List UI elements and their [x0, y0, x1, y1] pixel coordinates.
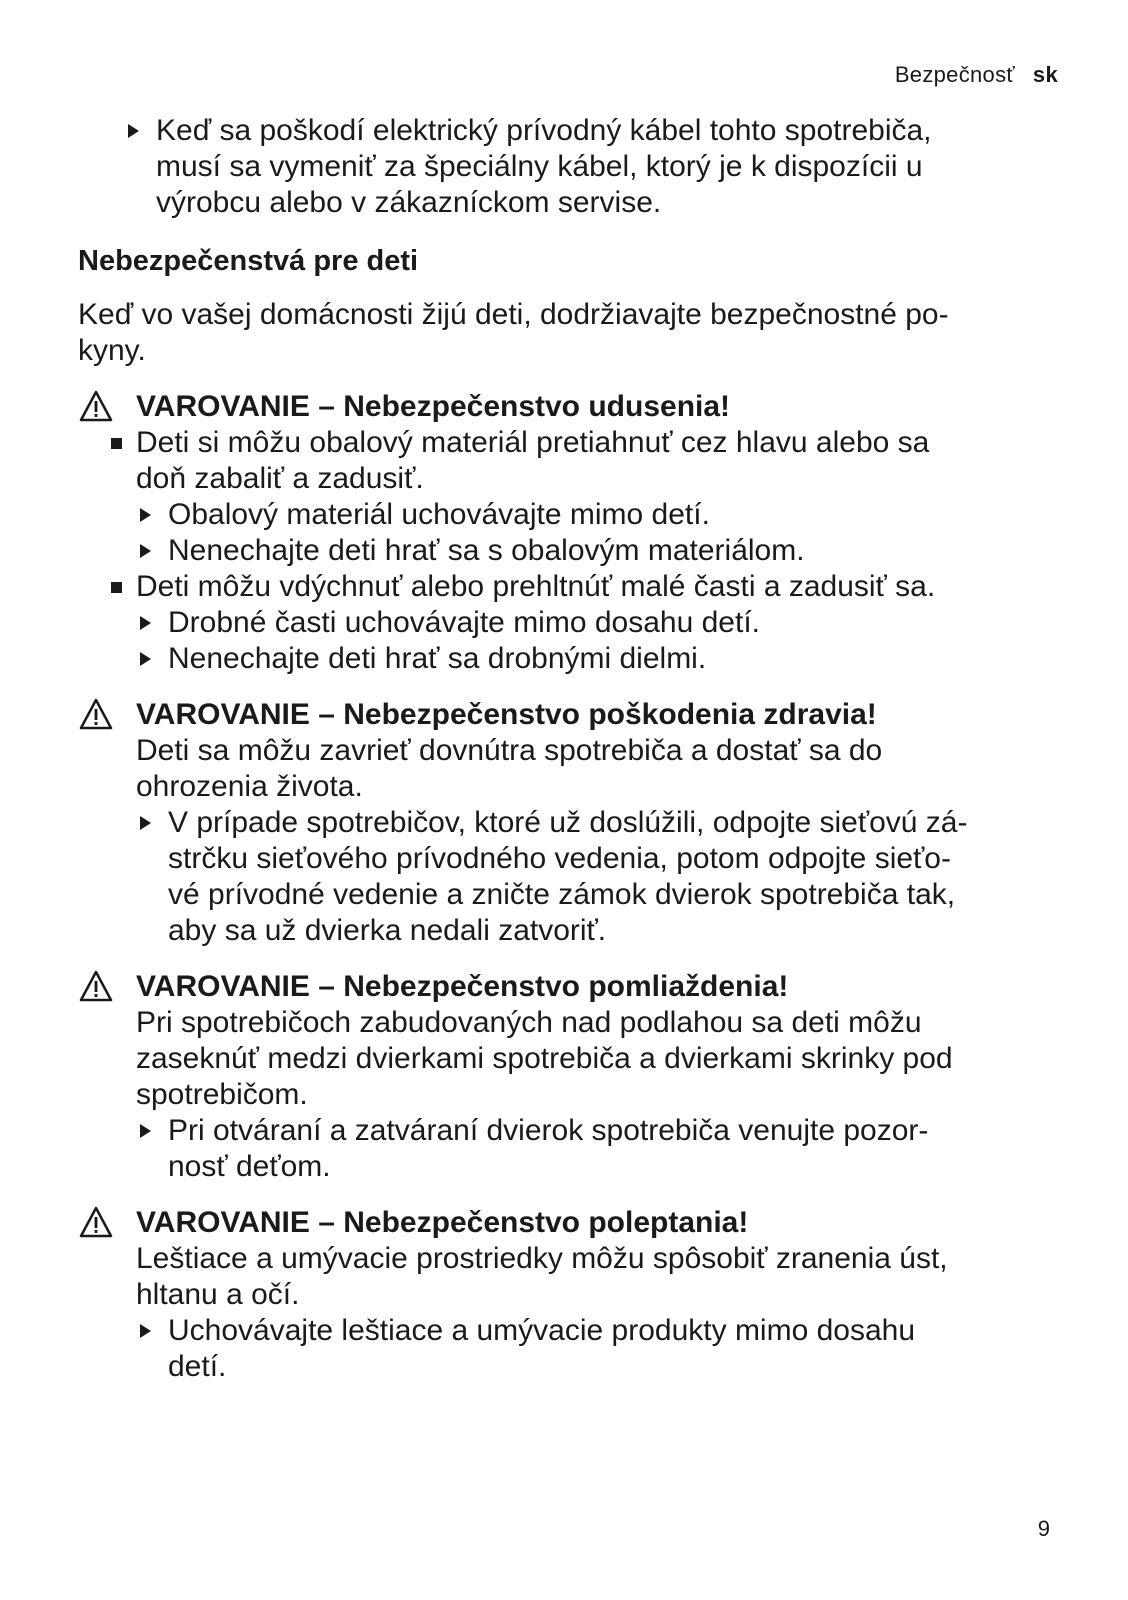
text-line: Obalový materiál uchovávajte mimo detí.: [168, 498, 710, 531]
warning-block: [78, 697, 1068, 949]
text-line: Leštiace a umývacie prostriedky môžu spôsobiť zranenia úst,: [136, 1242, 948, 1275]
warning-triangle-icon: [78, 389, 114, 423]
text-line: zaseknúť medzi dvierkami spotrebiča a dvierkami skrinky pod: [136, 1042, 953, 1075]
text-line: Keď sa poškodí elektrický prívodný kábel tohto spotrebiča,: [156, 114, 932, 147]
warning-title-text: VAROVANIE – Nebezpečenstvo poškodenia zdravia!: [136, 698, 877, 731]
warning-triangle-icon: [78, 1205, 114, 1239]
action-item: [78, 533, 1068, 569]
header-section: Bezpečnosť: [894, 62, 1015, 87]
text-line: hltanu a očí.: [136, 1278, 300, 1311]
warning-title: [78, 697, 1068, 733]
square-bullet-icon: [111, 438, 122, 449]
text-line: Uchovávajte leštiace a umývacie produkty mimo dosahu: [168, 1314, 916, 1347]
text-line: Deti môžu vdýchnuť alebo prehltnúť malé časti a zadusiť sa.: [136, 570, 936, 603]
arrow-bullet-icon: [140, 1324, 151, 1338]
text-line: Deti sa môžu zavrieť dovnútra spotrebiča a dostať sa do: [136, 734, 883, 767]
page-number: 9: [1037, 1516, 1050, 1541]
warning-title: [78, 389, 1068, 425]
text-line: detí.: [168, 1350, 227, 1383]
text-line: aby sa už dvierka nedali zatvoriť.: [168, 914, 607, 947]
intro-action-item: [66, 113, 1068, 221]
text-line: strčku sieťového prívodného vedenia, potom odpojte sieťo-: [168, 842, 951, 875]
text-line: výrobcu alebo v zákazníckom servise.: [156, 186, 662, 219]
warning-body: [78, 1005, 1068, 1113]
arrow-bullet-icon: [140, 616, 151, 630]
arrow-bullet-icon: [140, 816, 151, 830]
warning-bullet: [78, 569, 1068, 605]
text-line: ohrozenia života.: [136, 770, 363, 803]
text-line: nosť deťom.: [168, 1150, 331, 1183]
text-line: Keď vo vašej domácnosti žijú deti, dodržiavajte bezpečnostné po-: [78, 298, 949, 331]
page-content: [78, 113, 1068, 1385]
section-paragraph: [78, 297, 1068, 369]
text-line: Nenechajte deti hrať sa s obalovým materiálom.: [168, 534, 805, 567]
warning-title-text: VAROVANIE – Nebezpečenstvo pomliaždenia!: [136, 970, 789, 1003]
arrow-bullet-icon: [128, 124, 139, 138]
action-item: [78, 497, 1068, 533]
arrow-bullet-icon: [140, 652, 151, 666]
text-line: musí sa vymeniť za špeciálny kábel, ktorý je k dispozícii u: [156, 150, 923, 183]
text-line: Deti si môžu obalový materiál pretiahnuť cez hlavu alebo sa: [136, 426, 930, 459]
action-item: [78, 805, 1068, 949]
warning-title: [78, 969, 1068, 1005]
warning-bullet: [78, 425, 1068, 497]
text-line: Pri spotrebičoch zabudovaných nad podlahou sa deti môžu: [136, 1006, 922, 1039]
header-lang: sk: [1032, 62, 1058, 87]
text-line: Nenechajte deti hrať sa drobnými dielmi.: [168, 642, 707, 675]
arrow-bullet-icon: [140, 508, 151, 522]
warning-title-text: VAROVANIE – Nebezpečenstvo udusenia!: [136, 390, 731, 423]
action-item: [78, 641, 1068, 677]
text-line: Drobné časti uchovávajte mimo dosahu detí.: [168, 606, 760, 639]
text-line: spotrebičom.: [136, 1078, 308, 1111]
action-item: [78, 605, 1068, 641]
text-line: kyny.: [78, 334, 146, 367]
warning-body: [78, 1241, 1068, 1313]
square-bullet-icon: [111, 582, 122, 593]
warning-title: [78, 1205, 1068, 1241]
warning-triangle-icon: [78, 697, 114, 731]
warning-body: [78, 733, 1068, 805]
arrow-bullet-icon: [140, 1124, 151, 1138]
warning-block: [78, 389, 1068, 677]
text-line: V prípade spotrebičov, ktoré už doslúžili, odpojte sieťovú zá-: [168, 806, 968, 839]
text-line: Pri otváraní a zatváraní dvierok spotrebiča venujte pozor-: [168, 1114, 929, 1147]
text-line: doň zabaliť a zadusiť.: [136, 462, 424, 495]
warning-block: [78, 1205, 1068, 1385]
warning-triangle-icon: [78, 969, 114, 1003]
warning-title-text: VAROVANIE – Nebezpečenstvo poleptania!: [136, 1206, 749, 1239]
action-item: [78, 1113, 1068, 1185]
section-title: Nebezpečenstvá pre deti: [78, 245, 419, 277]
arrow-bullet-icon: [140, 544, 151, 558]
action-item: [78, 1313, 1068, 1385]
warning-block: [78, 969, 1068, 1185]
page-header: [895, 62, 1058, 88]
text-line: vé prívodné vedenie a zničte zámok dvierok spotrebiča tak,: [168, 878, 956, 911]
